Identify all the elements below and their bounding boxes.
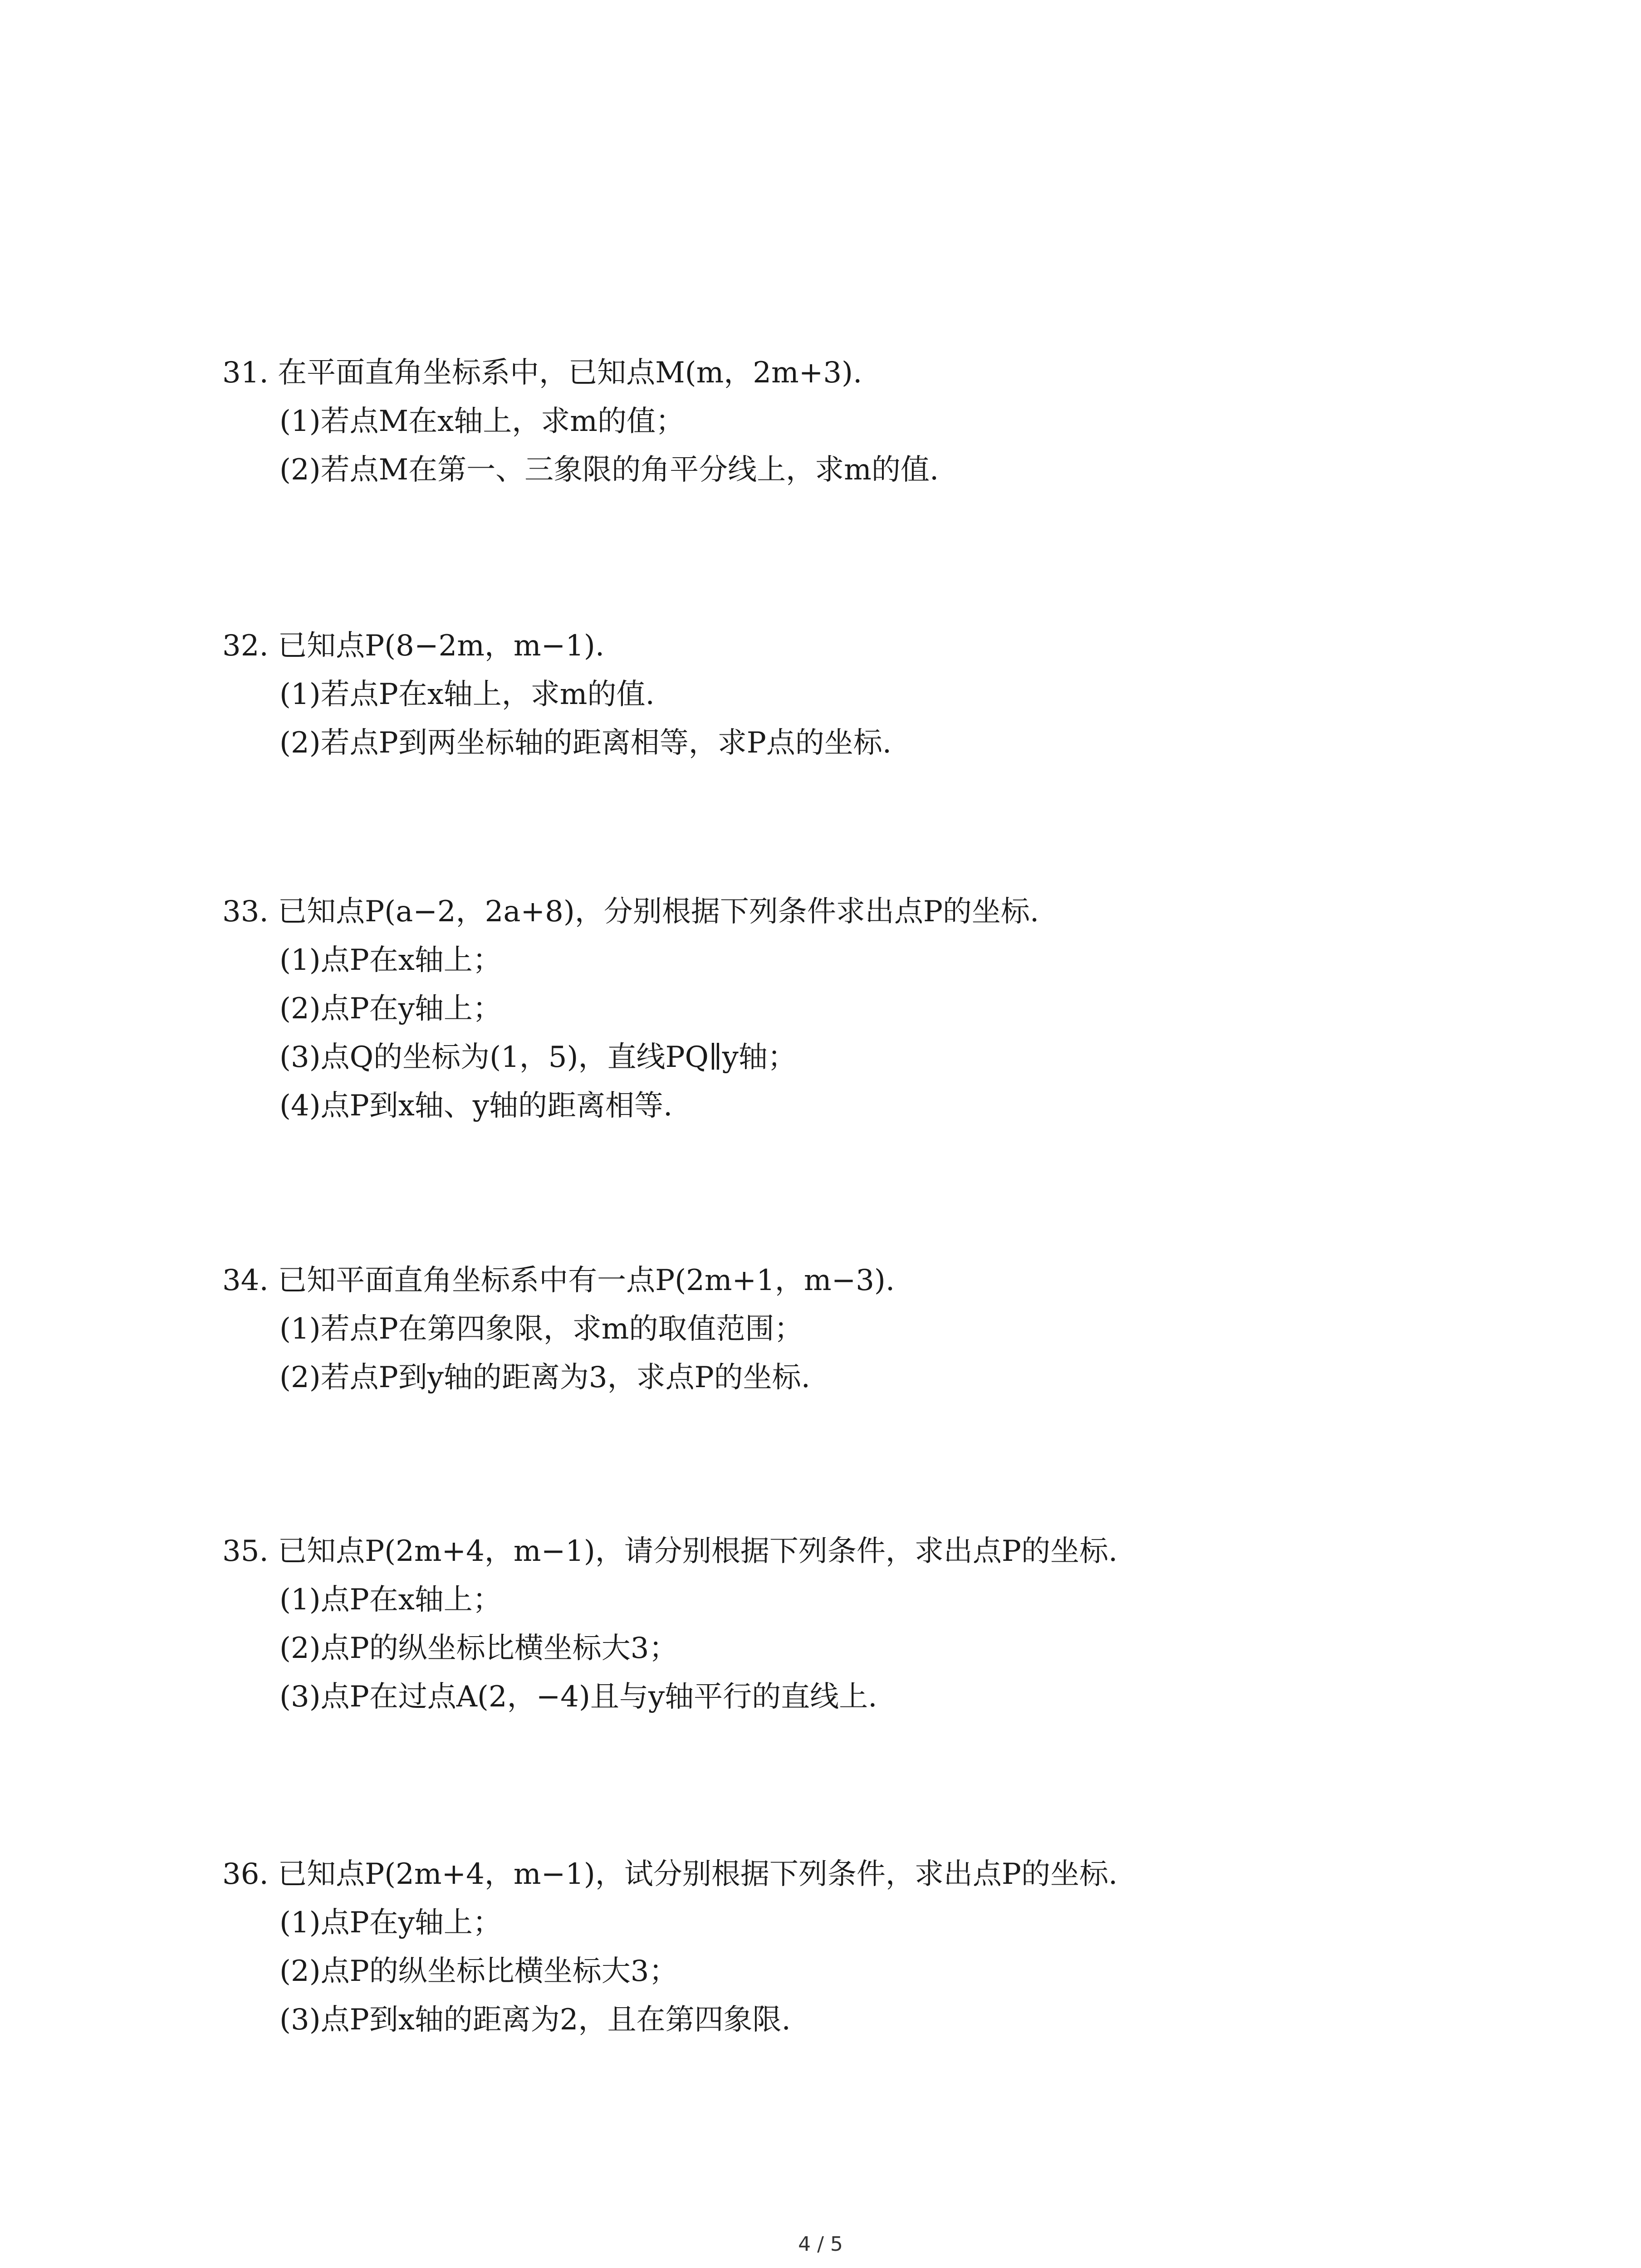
- problem-part: (1)点P在x轴上；: [279, 943, 502, 977]
- problem-35: [222, 1535, 1447, 1714]
- page-number: 4 / 5: [798, 2233, 843, 2256]
- problem-part: (2)若点P到两坐标轴的距离相等，求P点的坐标.: [279, 726, 892, 760]
- problem-part: (2)若点P到y轴的距离为3，求点P的坐标.: [279, 1361, 810, 1394]
- problem-part: (2)点P的纵坐标比横坐标大3；: [279, 1955, 678, 1988]
- problem-stem: 36. 已知点P(2m+4，m−1)，试分别根据下列条件，求出点P的坐标.: [222, 1857, 1118, 1891]
- problem-33: [222, 895, 1447, 1123]
- problem-36: [222, 1857, 1447, 2037]
- problem-part: (1)若点P在x轴上，求m的值.: [279, 678, 655, 711]
- problem-part: (1)点P在x轴上；: [279, 1583, 502, 1617]
- problem-part: (3)点P到x轴的距离为2，且在第四象限.: [279, 2003, 791, 2037]
- problem-stem: 32. 已知点P(8−2m，m−1).: [222, 629, 605, 663]
- problem-part: (1)若点M在x轴上，求m的值；: [279, 405, 685, 438]
- problem-part: (2)若点M在第一、三象限的角平分线上，求m的值.: [279, 453, 939, 487]
- problem-part: (2)点P的纵坐标比横坐标大3；: [279, 1632, 678, 1665]
- problem-part: (1)若点P在第四象限，求m的取值范围；: [279, 1312, 803, 1346]
- problem-31: [222, 356, 1447, 487]
- problem-part: (4)点P到x轴、y轴的距离相等.: [279, 1089, 673, 1123]
- problem-stem: 35. 已知点P(2m+4，m−1)，请分别根据下列条件，求出点P的坐标.: [222, 1535, 1118, 1568]
- problem-part: (3)点Q的坐标为(1，5)，直线PQ∥y轴；: [279, 1041, 797, 1074]
- problem-part: (1)点P在y轴上；: [279, 1906, 502, 1940]
- problem-part: (3)点P在过点A(2，−4)且与y轴平行的直线上.: [279, 1680, 877, 1714]
- problem-32: [222, 631, 1447, 758]
- problem-stem: 33. 已知点P(a−2，2a+8)，分别根据下列条件求出点P的坐标.: [222, 895, 1039, 929]
- problem-34: [222, 1266, 1447, 1392]
- problem-stem: 34. 已知平面直角坐标系中有一点P(2m+1，m−3).: [222, 1264, 895, 1297]
- problem-part: (2)点P在y轴上；: [279, 992, 502, 1026]
- problem-stem: 31. 在平面直角坐标系中，已知点M(m，2m+3).: [222, 356, 862, 390]
